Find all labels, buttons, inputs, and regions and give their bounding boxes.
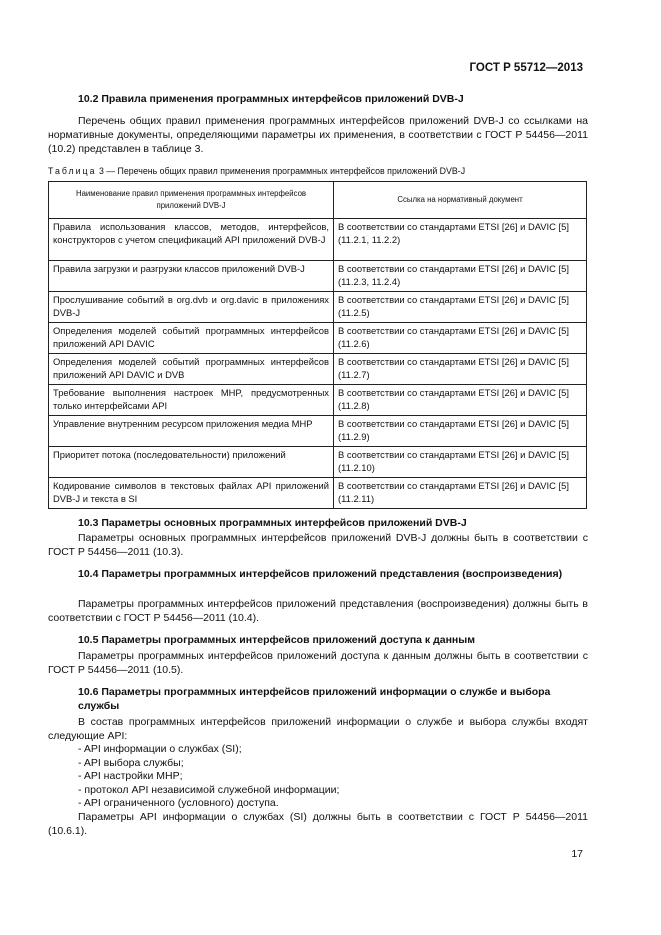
table-cell-rule: Прослушивание событий в org.dvb и org.davic в приложениях DVB-J <box>49 292 334 323</box>
table-cell-rule: Кодирование символов в текстовых файлах API приложений DVB-J и текста в SI <box>49 478 334 509</box>
page-number: 17 <box>571 848 583 860</box>
table-row <box>49 323 587 354</box>
list-item: - API ограниченного (условного) доступа. <box>78 797 279 809</box>
table-row <box>49 447 587 478</box>
table-header-reference: Ссылка на нормативный документ <box>334 182 587 219</box>
table-caption <box>48 166 465 176</box>
table-row <box>49 416 587 447</box>
table-cell-rule: Определения моделей событий программных интерфейсов приложений API DAVIC и DVB <box>49 354 334 385</box>
table-row <box>49 354 587 385</box>
table-row <box>49 478 587 509</box>
table-cell-rule: Правила использования классов, методов, интерфейсов, конструкторов с учетом спецификаций API приложений DVB-J <box>49 219 334 261</box>
table-cell-reference: В соответствии со стандартами ETSI [26] и DAVIC [5] (11.2.6) <box>334 323 587 354</box>
list-item: - протокол API независимой служебной информации; <box>78 783 340 796</box>
rules-table <box>48 181 587 509</box>
section-10-3-text: Параметры основных программных интерфейсов приложений DVB-J должны быть в соответствии с ГОСТ Р 54456—2011 (10.3). <box>48 532 588 559</box>
table-caption-text: 3 — Перечень общих правил применения программных интерфейсов приложений DVB-J <box>98 166 466 176</box>
table-cell-rule: Приоритет потока (последовательности) приложений <box>49 447 334 478</box>
table-cell-rule: Управление внутренним ресурсом приложения медиа MHP <box>49 416 334 447</box>
section-10-6-title: 10.6 Параметры программных интерфейсов приложений информации о службе и выбора службы <box>78 686 551 712</box>
table-caption-label: Таблица <box>48 166 97 176</box>
section-10-2-text: Перечень общих правил применения программных интерфейсов приложений DVB-J со ссылками на нормативные документы, определяющими параметры их применения, в соответствии с ГОСТ Р 54456—2011 (10.2) представлен в таблице 3. <box>48 115 588 156</box>
table-cell-rule: Правила загрузки и разгрузки классов приложений DVB-J <box>49 261 334 292</box>
table-cell-reference: В соответствии со стандартами ETSI [26] и DAVIC [5] (11.2.8) <box>334 385 587 416</box>
table-cell-reference: В соответствии со стандартами ETSI [26] и DAVIC [5] (11.2.1, 11.2.2) <box>334 219 587 261</box>
section-10-5-text: Параметры программных интерфейсов приложений доступа к данным должны быть в соответствии с ГОСТ Р 54456—2011 (10.5). <box>48 650 588 677</box>
section-10-6-text: Параметры API информации о службах (SI) должны быть в соответствии с ГОСТ Р 54456—2011 (10.6.1). <box>48 811 588 838</box>
table-cell-reference: В соответствии со стандартами ETSI [26] и DAVIC [5] (11.2.10) <box>334 447 587 478</box>
section-10-3-title: 10.3 Параметры основных программных интерфейсов приложений DVB-J <box>78 517 467 529</box>
section-10-4-text: Параметры программных интерфейсов приложений представления (воспроизведения) должны быть в соответствии с ГОСТ Р 54456—2011 (10.4). <box>48 598 588 625</box>
table-row <box>49 261 587 292</box>
section-10-2-title: 10.2 Правила применения программных интерфейсов приложений DVB-J <box>78 93 464 105</box>
table-cell-reference: В соответствии со стандартами ETSI [26] и DAVIC [5] (11.2.11) <box>334 478 587 509</box>
table-row <box>49 385 587 416</box>
standard-number: ГОСТ Р 55712—2013 <box>469 62 583 74</box>
table-row <box>49 292 587 323</box>
table-header-rules: Наименование правил применения программных интерфейсов приложений DVB-J <box>49 182 334 219</box>
list-item: - API информации о службах (SI); <box>78 743 242 755</box>
table-cell-rule: Определения моделей событий программных интерфейсов приложений API DAVIC <box>49 323 334 354</box>
table-row <box>49 219 587 261</box>
api-list <box>78 743 339 811</box>
section-10-6-intro: В состав программных интерфейсов приложений информации о службе и выбора службы входят следующие API: <box>48 716 588 743</box>
list-item: - API настройки MHP; <box>78 770 183 782</box>
table-cell-reference: В соответствии со стандартами ETSI [26] и DAVIC [5] (11.2.3, 11.2.4) <box>334 261 587 292</box>
table-cell-reference: В соответствии со стандартами ETSI [26] и DAVIC [5] (11.2.5) <box>334 292 587 323</box>
table-cell-reference: В соответствии со стандартами ETSI [26] и DAVIC [5] (11.2.7) <box>334 354 587 385</box>
table-header-row <box>49 182 587 219</box>
table-cell-reference: В соответствии со стандартами ETSI [26] и DAVIC [5] (11.2.9) <box>334 416 587 447</box>
table-cell-rule: Требование выполнения настроек MHP, предусмотренных только интерфейсами API <box>49 385 334 416</box>
section-10-4-title: 10.4 Параметры программных интерфейсов приложений представления (воспроизведения) <box>78 568 563 580</box>
list-item: - API выбора службы; <box>78 756 184 769</box>
section-10-5-title: 10.5 Параметры программных интерфейсов приложений доступа к данным <box>78 634 476 646</box>
